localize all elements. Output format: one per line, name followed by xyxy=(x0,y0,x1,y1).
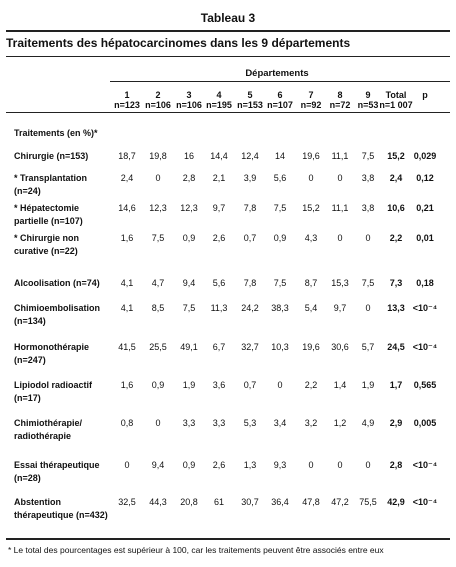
table-cell: 1,9 xyxy=(361,380,375,390)
table-cell: 14 xyxy=(274,151,285,161)
section-label: Traitements (en %)* xyxy=(14,128,98,138)
table-cell: 0,7 xyxy=(243,233,257,243)
table-cell: 11,1 xyxy=(331,151,349,161)
row-label-line: * Hépatectomie xyxy=(14,203,80,213)
table-cell: <10⁻⁴ xyxy=(412,497,438,507)
table-cell: 15,3 xyxy=(331,278,349,288)
table-cell: 4,1 xyxy=(120,278,134,288)
table-cell: 7,5 xyxy=(273,203,287,213)
table-cell: 5,6 xyxy=(212,278,226,288)
column-number: 7 xyxy=(308,90,314,100)
column-number: 5 xyxy=(247,90,253,100)
table-subtitle: Traitements des hépatocarcinomes dans les 9 départements xyxy=(6,36,351,50)
table-cell: 3,8 xyxy=(361,203,375,213)
table-cell: 2,9 xyxy=(389,418,403,428)
table-cell: 5,4 xyxy=(304,303,318,313)
table-cell: 10,3 xyxy=(271,342,289,352)
table-cell: 4,7 xyxy=(151,278,165,288)
table-cell: 30,6 xyxy=(331,342,349,352)
row-label-line: partielle (n=107) xyxy=(14,216,83,226)
table-cell: 3,3 xyxy=(182,418,196,428)
row-label-line: * Chirurgie non xyxy=(14,233,79,243)
table-cell: 9,4 xyxy=(151,460,165,470)
table-cell: 61 xyxy=(213,497,224,507)
table-cell: 3,6 xyxy=(212,380,226,390)
column-count: n=106 xyxy=(176,100,202,110)
table-cell: 11,3 xyxy=(210,303,228,313)
table-cell: 9,4 xyxy=(182,278,196,288)
table-cell: 0,9 xyxy=(273,233,287,243)
table-cell: <10⁻⁴ xyxy=(412,342,438,352)
table-cell: 38,3 xyxy=(271,303,289,313)
row-label-line: Abstention xyxy=(14,497,61,507)
column-count: n=123 xyxy=(114,100,140,110)
table-cell: 7,5 xyxy=(361,278,375,288)
table-cell: 2,6 xyxy=(212,460,226,470)
table-cell: 0 xyxy=(365,460,371,470)
table-cell: 0 xyxy=(337,173,343,183)
table-cell: 2,8 xyxy=(182,173,196,183)
column-number: 2 xyxy=(155,90,161,100)
table-cell: 7,5 xyxy=(151,233,165,243)
table-cell: 2,2 xyxy=(304,380,318,390)
table-cell: 12,4 xyxy=(241,151,259,161)
row-label-line: Hormonothérapie xyxy=(14,342,90,352)
table-cell: 0,8 xyxy=(120,418,134,428)
table-cell: 30,7 xyxy=(241,497,259,507)
table-cell: 1,2 xyxy=(333,418,347,428)
table-cell: 9,7 xyxy=(333,303,347,313)
table-cell: 6,7 xyxy=(212,342,226,352)
table-cell: 7,8 xyxy=(243,203,257,213)
table-cell: 7,5 xyxy=(182,303,196,313)
table-cell: <10⁻⁴ xyxy=(412,303,438,313)
row-label-line: Chimioembolisation xyxy=(14,303,101,313)
row-label-line: thérapeutique (n=432) xyxy=(14,510,108,520)
table-cell: 3,9 xyxy=(243,173,257,183)
column-number: 9 xyxy=(365,90,371,100)
table-cell: 49,1 xyxy=(180,342,198,352)
table-cell: 2,4 xyxy=(120,173,134,183)
table-cell: 1,4 xyxy=(333,380,347,390)
table-cell: 7,5 xyxy=(361,151,375,161)
column-header xyxy=(403,90,447,100)
table-cell: 0 xyxy=(365,233,371,243)
table-cell: 0,029 xyxy=(413,151,437,161)
table-cell: 14,6 xyxy=(118,203,136,213)
table-cell: 10,6 xyxy=(387,203,405,213)
table-cell: 24,5 xyxy=(387,342,405,352)
table-cell: 19,6 xyxy=(302,151,320,161)
column-number: 6 xyxy=(277,90,283,100)
top-rule xyxy=(6,30,450,32)
table-cell: 9,7 xyxy=(212,203,226,213)
table-cell: 0,12 xyxy=(416,173,434,183)
row-label-line: (n=247) xyxy=(14,355,46,365)
table-cell: 5,6 xyxy=(273,173,287,183)
table-cell: 11,1 xyxy=(331,203,349,213)
table-cell: 7,3 xyxy=(389,278,403,288)
table-cell: 32,5 xyxy=(118,497,136,507)
table-cell: 0,21 xyxy=(416,203,434,213)
row-label-line: Lipiodol radioactif xyxy=(14,380,92,390)
table-cell: 0,7 xyxy=(243,380,257,390)
table-cell: 3,3 xyxy=(212,418,226,428)
column-count: n=195 xyxy=(206,100,232,110)
row-label-line: (n=24) xyxy=(14,186,41,196)
table-cell: 36,4 xyxy=(271,497,289,507)
table-cell: 2,1 xyxy=(212,173,226,183)
table-cell: 1,6 xyxy=(120,233,134,243)
table-cell: 0,565 xyxy=(413,380,437,390)
table-cell: 2,6 xyxy=(212,233,226,243)
table-cell: 2,8 xyxy=(389,460,403,470)
bottom-rule xyxy=(6,538,450,540)
table-cell: 16 xyxy=(183,151,194,161)
table-cell: 2,4 xyxy=(389,173,403,183)
departements-header: Départements xyxy=(245,68,309,79)
table-cell: 25,5 xyxy=(149,342,167,352)
table-cell: 19,8 xyxy=(149,151,167,161)
column-count: n=153 xyxy=(237,100,263,110)
table-cell: 3,2 xyxy=(304,418,318,428)
row-label-line: Alcoolisation (n=74) xyxy=(14,278,100,288)
table-cell: 0,18 xyxy=(416,278,434,288)
row-label-line: curative (n=22) xyxy=(14,246,78,256)
row-label-line: (n=134) xyxy=(14,316,46,326)
table-cell: 1,7 xyxy=(389,380,403,390)
table-cell: 0,01 xyxy=(416,233,434,243)
table-cell: 7,8 xyxy=(243,278,257,288)
table-cell: <10⁻⁴ xyxy=(412,460,438,470)
table-cell: 1,6 xyxy=(120,380,134,390)
header-rule xyxy=(6,112,450,113)
column-number: Total xyxy=(385,90,407,100)
column-count: p xyxy=(422,90,428,100)
table-cell: 0,9 xyxy=(182,233,196,243)
row-label-line: Chimiothérapie/ xyxy=(14,418,83,428)
row-label-line: (n=28) xyxy=(14,473,41,483)
table-cell: 0 xyxy=(308,173,314,183)
column-number: 3 xyxy=(186,90,192,100)
row-label-line: Chirurgie (n=153) xyxy=(14,151,89,161)
table-cell: 41,5 xyxy=(118,342,136,352)
table-cell: 47,8 xyxy=(302,497,320,507)
table-cell: 1,9 xyxy=(182,380,196,390)
table-cell: 9,3 xyxy=(273,460,287,470)
table-cell: 8,7 xyxy=(304,278,318,288)
column-count: n=53 xyxy=(357,100,379,110)
table-cell: 20,8 xyxy=(180,497,198,507)
row-label-line: Essai thérapeutique xyxy=(14,460,100,470)
column-count: n=106 xyxy=(145,100,171,110)
table-cell: 19,6 xyxy=(302,342,320,352)
table-cell: 0,005 xyxy=(413,418,437,428)
table-cell: 18,7 xyxy=(118,151,136,161)
table-cell: 3,8 xyxy=(361,173,375,183)
table-cell: 44,3 xyxy=(149,497,167,507)
table-cell: 75,5 xyxy=(359,497,377,507)
column-count: n=92 xyxy=(300,100,322,110)
departements-rule xyxy=(110,81,450,82)
table-cell: 0 xyxy=(365,303,371,313)
column-count: n=107 xyxy=(267,100,293,110)
row-label-line: radiothérapie xyxy=(14,431,72,441)
row-label-line: (n=17) xyxy=(14,393,41,403)
subtitle-rule xyxy=(6,56,450,57)
table-cell: 0 xyxy=(337,460,343,470)
table-cell: 12,3 xyxy=(149,203,167,213)
footnote: * Le total des pourcentages est supérieur à 100, car les traitements peuvent être associés entre eux xyxy=(8,545,384,555)
column-number: 4 xyxy=(216,90,222,100)
table-cell: 2,2 xyxy=(389,233,403,243)
table-cell: 15,2 xyxy=(302,203,320,213)
column-number: 8 xyxy=(337,90,343,100)
table-cell: 4,3 xyxy=(304,233,318,243)
table-cell: 12,3 xyxy=(180,203,198,213)
table-cell: 4,9 xyxy=(361,418,375,428)
table-cell: 1,3 xyxy=(243,460,257,470)
table-cell: 5,7 xyxy=(361,342,375,352)
column-count: n=1 007 xyxy=(379,100,413,110)
table-cell: 7,5 xyxy=(273,278,287,288)
table-cell: 3,4 xyxy=(273,418,287,428)
table-cell: 32,7 xyxy=(241,342,259,352)
table-cell: 0 xyxy=(277,380,283,390)
table-cell: 0 xyxy=(337,233,343,243)
table-cell: 0,9 xyxy=(151,380,165,390)
table-cell: 4,1 xyxy=(120,303,134,313)
table-cell: 0 xyxy=(155,418,161,428)
table-cell: 0 xyxy=(124,460,130,470)
table-cell: 24,2 xyxy=(241,303,259,313)
table-cell: 42,9 xyxy=(387,497,405,507)
table-cell: 0,9 xyxy=(182,460,196,470)
table-cell: 47,2 xyxy=(331,497,349,507)
table-cell: 8,5 xyxy=(151,303,165,313)
table-title: Tableau 3 xyxy=(200,11,256,25)
column-count: n=72 xyxy=(329,100,351,110)
table-cell: 0 xyxy=(308,460,314,470)
column-number: 1 xyxy=(124,90,130,100)
table-cell: 15,2 xyxy=(387,151,405,161)
table-cell: 14,4 xyxy=(210,151,228,161)
table-cell: 13,3 xyxy=(387,303,405,313)
table-cell: 5,3 xyxy=(243,418,257,428)
table-cell: 0 xyxy=(155,173,161,183)
row-label-line: * Transplantation xyxy=(14,173,88,183)
